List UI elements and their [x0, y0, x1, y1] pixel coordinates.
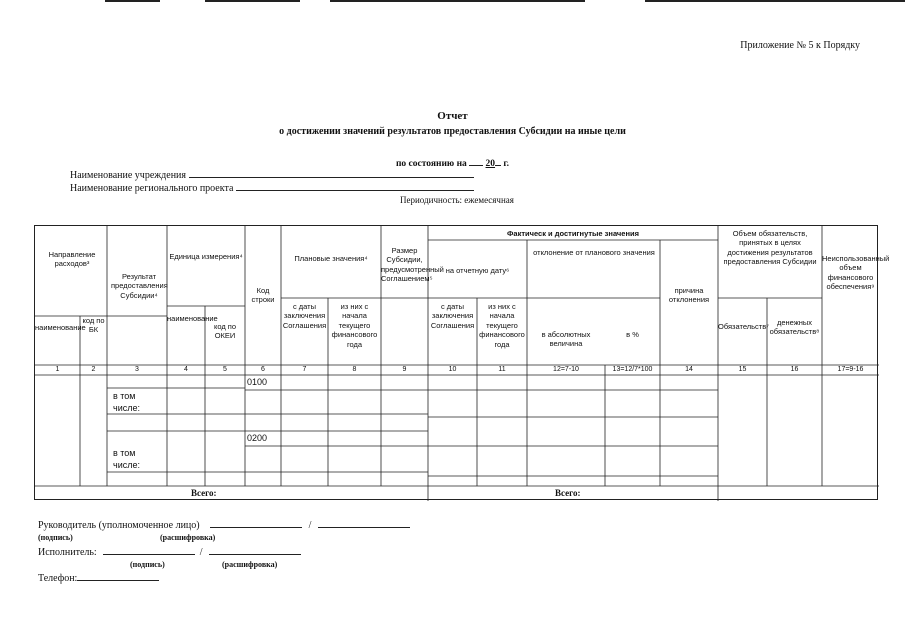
- head-signature-line: Руководитель (уполномоченное лицо) /: [38, 519, 410, 531]
- col-num: 1: [55, 366, 60, 373]
- col-unit-header: Единица измерения⁴: [169, 252, 243, 261]
- col-okei: код по ОКЕИ: [213, 322, 237, 341]
- col-plan-since: из них с начала текущего финансового года: [331, 302, 378, 349]
- executor-sign-caption: (подпись): [130, 560, 165, 569]
- col-actual-since: из них с начала текущего финансового года: [479, 302, 525, 349]
- col-oblig: Обязательств⁷: [718, 322, 769, 331]
- head-decode-caption: (расшифровка): [160, 533, 216, 542]
- executor-signature-line: Исполнитель: /: [38, 546, 301, 558]
- col-plan-header: Плановые значения⁴: [294, 254, 368, 263]
- col-deviation-abs: в абсолютных величина: [541, 330, 591, 349]
- row-code-0200: 0200: [247, 433, 268, 443]
- col-money-oblig: денежных обязательств⁸: [769, 318, 820, 337]
- col-deviation-pct: в %: [626, 330, 639, 339]
- project-field: Наименование регионального проекта: [70, 181, 474, 194]
- col-actual-header: Фактическ и достигнутые значения: [507, 229, 639, 238]
- appendix-note: Приложение № 5 к Порядку: [740, 40, 860, 51]
- col-num: 2: [91, 366, 96, 373]
- col-num: 14: [685, 366, 693, 373]
- phone-line: Телефон:: [38, 572, 159, 584]
- col-num: 13=12/7*100: [612, 366, 653, 373]
- scan-edge-line: [205, 0, 300, 2]
- col-code: Код строки: [251, 286, 275, 305]
- col-num: 17=9-16: [837, 366, 864, 373]
- col-num: 16: [790, 366, 799, 373]
- col-direction-header: Направление расходов³: [48, 250, 96, 269]
- col-direction-name: наименование: [35, 323, 86, 332]
- report-title: Отчет: [437, 110, 468, 122]
- col-deviation: отклонение от планового значения: [533, 248, 655, 257]
- col-subsidy-size: Размер Субсидии, предусмотренный Соглашением⁵: [381, 246, 444, 284]
- executor-decode-caption: (расшифровка): [222, 560, 278, 569]
- including-label: в том числе:: [113, 448, 140, 470]
- col-num: 12=7-10: [553, 366, 579, 373]
- head-sign-caption: (подпись): [38, 533, 73, 542]
- report-subtitle: о достижении значений результатов предоставления Субсидии на иные цели: [279, 126, 626, 137]
- institution-field: Наименование учреждения: [70, 168, 474, 181]
- including-label: в том числе:: [113, 391, 140, 413]
- col-num: 3: [135, 366, 139, 373]
- col-actual-from: с даты заключения Соглашения: [430, 302, 475, 330]
- scan-edge-line: [330, 0, 585, 2]
- col-num: 6: [261, 366, 265, 373]
- report-date-line: по состоянию на 20 г.: [0, 156, 905, 169]
- col-num: 5: [223, 366, 227, 373]
- col-num: 11: [498, 366, 506, 373]
- periodicity-label: Периодичность: ежемесячная: [400, 195, 514, 205]
- col-num: 7: [302, 366, 307, 373]
- col-unit-name: наименование: [167, 314, 218, 323]
- col-kbk: код по БК: [82, 316, 105, 335]
- col-num: 4: [184, 366, 188, 373]
- row-code-0100: 0100: [247, 377, 268, 387]
- col-unused: Неиспользованный объем финансового обеспечения⁹: [822, 254, 890, 292]
- col-num: 10: [448, 366, 457, 373]
- col-num: 8: [352, 366, 357, 373]
- col-reason: причина отклонения: [668, 286, 710, 305]
- total-label-right: Всего:: [555, 488, 581, 498]
- col-num: 15: [738, 366, 747, 373]
- scan-edge-line: [105, 0, 160, 2]
- col-report-date: на отчетную дату⁶: [445, 266, 510, 275]
- scan-edge-line: [645, 0, 905, 2]
- total-label-left: Всего:: [191, 488, 217, 498]
- col-num: 9: [402, 366, 407, 373]
- col-plan-from: с даты заключения Соглашения: [282, 302, 327, 330]
- col-obligations-header: Объем обязательств, принятых в целях достижения результатов предоставления Субсидии: [723, 229, 817, 267]
- col-result: Результат предоставления Субсидии⁴: [111, 272, 168, 300]
- report-table: [34, 225, 890, 500]
